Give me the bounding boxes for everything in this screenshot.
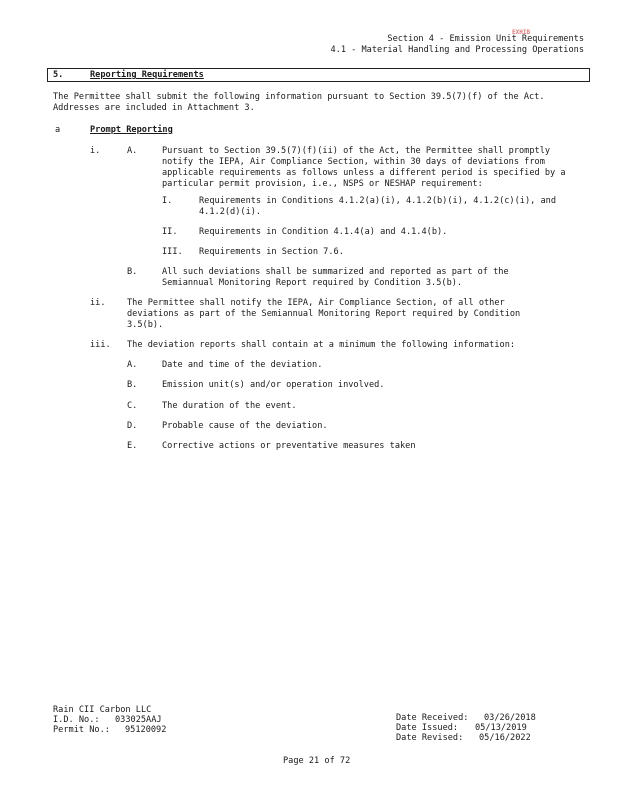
section-number: 5.: [53, 70, 64, 80]
footer-permit-label: Permit No.:: [53, 725, 110, 735]
item-ii-marker: ii.: [90, 298, 106, 308]
footer-received-label: Date Received:: [396, 713, 469, 723]
footer-revised-value: 05/16/2022: [479, 733, 531, 743]
item-B-text: All such deviations shall be summarized and reported as part of the Semiannual Monitoring Report required by Condition 3.5(b).: [162, 267, 509, 288]
list-item-marker: E.: [127, 441, 138, 451]
list-item-marker: D.: [127, 421, 138, 431]
item-A-text: Pursuant to Section 39.5(7)(f)(ii) of the Act, the Permittee shall promptly notify the IEPA, Air Compliance Section, within 30 days of deviations from applicable requirements as follows unless a different period is specified by a particular permit provision, i.e., NSPS or NESHAP requirement:: [162, 146, 566, 189]
item-III-text: Requirements in Section 7.6.: [199, 247, 344, 257]
subsection-a-title: Prompt Reporting: [90, 125, 173, 135]
list-item-marker: C.: [127, 401, 138, 411]
intro-paragraph: The Permittee shall submit the following information pursuant to Section 39.5(7)(f) of the Act. Addresses are included in Attachment 3.: [53, 92, 545, 113]
list-item-marker: B.: [127, 380, 138, 390]
list-item-text: Emission unit(s) and/or operation involved.: [162, 380, 385, 390]
item-I-text: Requirements in Conditions 4.1.2(a)(i), 4.1.2(b)(i), 4.1.2(c)(i), and 4.1.2(d)(i).: [199, 196, 556, 217]
footer-received-value: 03/26/2018: [484, 713, 536, 723]
item-iii-text: The deviation reports shall contain at a minimum the following information:: [127, 340, 516, 350]
list-item-marker: A.: [127, 360, 138, 370]
footer-issued-value: 05/13/2019: [475, 723, 527, 733]
item-i-marker: i.: [90, 146, 101, 156]
footer-company: Rain CII Carbon LLC: [53, 705, 152, 715]
header-section-title: Section 4 - Emission Unit Requirements: [387, 34, 584, 44]
header-subsection-title: 4.1 - Material Handling and Processing Operations: [330, 45, 584, 55]
list-item-text: The duration of the event.: [162, 401, 297, 411]
item-III-marker: III.: [162, 247, 183, 257]
item-A-marker: A.: [127, 146, 138, 156]
list-item-text: Corrective actions or preventative measures taken: [162, 441, 416, 451]
section-title: Reporting Requirements: [90, 70, 204, 80]
footer-id-label: I.D. No.:: [53, 715, 100, 725]
page-number: Page 21 of 72: [283, 756, 351, 766]
item-iii-marker: iii.: [90, 340, 111, 350]
exhibit-stamp: EXHIB: [512, 29, 531, 36]
item-B-marker: B.: [127, 267, 138, 277]
list-item-text: Date and time of the deviation.: [162, 360, 323, 370]
item-II-text: Requirements in Condition 4.1.4(a) and 4.1.4(b).: [199, 227, 448, 237]
item-I-marker: I.: [162, 196, 173, 206]
item-II-marker: II.: [162, 227, 178, 237]
footer-issued-label: Date Issued:: [396, 723, 459, 733]
footer-id-value: 033025AAJ: [115, 715, 162, 725]
list-item-text: Probable cause of the deviation.: [162, 421, 328, 431]
footer-permit-value: 95120092: [125, 725, 167, 735]
footer-revised-label: Date Revised:: [396, 733, 464, 743]
subsection-a-marker: a: [55, 125, 61, 135]
item-ii-text: The Permittee shall notify the IEPA, Air Compliance Section, of all other deviations as part of the Semiannual Monitoring Report required by Condition 3.5(b).: [127, 298, 521, 330]
